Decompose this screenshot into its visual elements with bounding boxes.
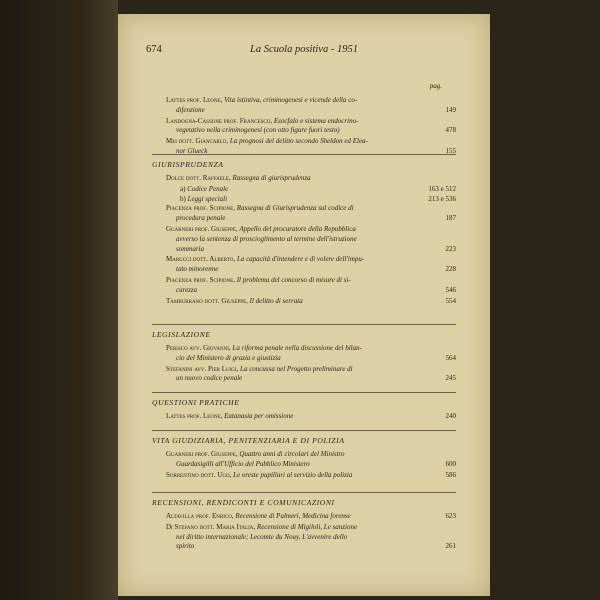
section-rule <box>152 430 456 431</box>
entry-author: Persico avv. Giovanni, <box>166 344 231 352</box>
entry-line <box>166 245 428 255</box>
entry-author: Guarneri prof. Giuseppe, <box>166 450 238 458</box>
subentry-label: a) <box>180 184 186 193</box>
book-spine-shadow <box>0 0 118 600</box>
entry-author: Piacenza prof. Scipione, <box>166 204 235 213</box>
entry-title: La prognosi del delitto secondo Sheldon ed Elea- <box>229 137 368 146</box>
page-number: 674 <box>146 44 162 55</box>
entry-author: Sorrentino dott. Ugo, <box>166 470 232 479</box>
index-entry <box>152 412 456 422</box>
index-section <box>152 324 456 385</box>
entry-title: nel diritto internazionale; Lecomte du Nouy, L'avvenire dello <box>176 532 348 541</box>
entry-title: Recensione di Palmeri, Medicina forense <box>235 512 351 520</box>
entry-line <box>166 450 428 460</box>
entry-line <box>166 533 428 543</box>
entry-line <box>166 512 428 522</box>
entry-author: Guarneri prof. Giuseppe, <box>166 224 238 233</box>
entry-title: nor Glueck <box>176 146 208 155</box>
entry-title: Le oreste pupillari al servizio della polizia <box>233 470 353 479</box>
section-heading: LEGISLAZIONE <box>152 330 211 339</box>
index-entry <box>152 450 456 470</box>
entry-author: Di Stefano dott. Maria Italia, <box>166 522 256 531</box>
entry-page-number: 600 <box>445 459 456 468</box>
entry-title: difenzione <box>176 105 205 114</box>
entry-title: Quattro anni di circolari del Ministro <box>239 450 345 458</box>
entry-line <box>166 255 428 265</box>
entry-title: Vita istintiva, criminogenesi e vicende della co- <box>224 96 358 104</box>
entry-title: cio del Ministero di grazia e giustizia <box>176 353 281 362</box>
subentry-page-number: 163 e 512 <box>428 184 456 193</box>
book-page <box>118 14 490 596</box>
entry-line <box>166 374 428 384</box>
index-entry <box>152 512 456 522</box>
entry-page-number: 554 <box>445 296 456 305</box>
index-entry <box>152 344 456 364</box>
entry-title: procedura penale <box>176 214 226 223</box>
section-rule <box>152 154 456 155</box>
section-heading: RECENSIONI, RENDICONTI E COMUNICAZIONI <box>152 498 335 507</box>
entry-line <box>166 354 428 364</box>
subentry-page-number: 213 e 536 <box>428 194 456 203</box>
index-section <box>152 154 456 307</box>
entry-line <box>166 126 428 136</box>
section-rule <box>152 324 456 325</box>
index-section <box>152 80 456 158</box>
index-entry <box>152 276 456 296</box>
entry-page-number: 228 <box>445 265 456 274</box>
index-entry <box>152 297 456 307</box>
entry-author: Altavilla prof. Enrico, <box>166 512 234 520</box>
section-rule <box>152 392 456 393</box>
entry-line <box>166 412 428 422</box>
entry-title: curezza <box>176 285 198 294</box>
entry-title: Il delitto di serrata <box>249 296 303 305</box>
entry-title: Appello del procuratore della Repubblica <box>239 224 356 233</box>
entry-page-number: 623 <box>445 512 456 520</box>
index-section <box>152 492 456 553</box>
entry-author: Stefanini avv. Pier Luigi, <box>166 364 239 373</box>
entry-page-number: 546 <box>445 285 456 294</box>
subentry-title: Codice Penale <box>187 184 229 193</box>
entry-line <box>166 225 428 235</box>
entry-author: Landogna-Cassone prof. Francesco, <box>166 116 273 125</box>
entry-author: Piacenza prof. Scipione, <box>166 275 235 284</box>
index-entry <box>152 365 456 385</box>
entry-author: Lattes prof. Leone, <box>166 412 223 420</box>
section-rule <box>152 492 456 493</box>
entry-page-number: 240 <box>445 412 456 420</box>
entry-line <box>166 106 428 116</box>
entry-title: spirito <box>176 542 195 551</box>
entry-title: Rassegna di giurisprudenza <box>232 174 311 182</box>
pag-column-label: pag. <box>429 82 442 90</box>
entry-author: Dolce dott. Raffaele, <box>166 174 231 182</box>
index-entry <box>152 204 456 224</box>
index-subentry <box>152 185 456 195</box>
entry-page-number: 564 <box>445 353 456 362</box>
index-entry <box>152 174 456 184</box>
index-entry <box>152 96 456 116</box>
entry-title: tato minorenne <box>176 265 219 274</box>
entry-page-number: 245 <box>445 374 456 383</box>
entry-title: sommaria <box>176 244 205 253</box>
entry-line <box>166 365 428 375</box>
entry-line <box>166 137 428 147</box>
section-heading: GIURISPRUDENZA <box>152 160 224 169</box>
entry-line <box>166 96 428 106</box>
entry-page-number: 261 <box>445 542 456 551</box>
entry-title: un nuovo codice penale <box>176 374 243 383</box>
index-subentry <box>152 195 456 205</box>
entry-title: avverso la sentenza di proscioglimento al termine dell'istruzione <box>176 234 357 243</box>
index-entry <box>152 225 456 254</box>
entry-author: Tamburrano dott. Giuseppe, <box>166 296 248 305</box>
entry-page-number: 155 <box>445 146 456 155</box>
entry-title: Il problema del concorso di misure di si- <box>236 275 351 284</box>
entry-line <box>166 204 428 214</box>
subentry-title: Leggi speciali <box>187 194 228 203</box>
entry-line <box>166 117 428 127</box>
entry-title: Guardasigilli all'Ufficio del Pubblico Ministero <box>176 459 310 468</box>
entry-line <box>166 297 428 307</box>
running-header <box>118 44 490 58</box>
entry-title: Esocfalo e sistema endocrino- <box>273 116 359 125</box>
entry-line <box>166 523 428 533</box>
entry-page-number: 187 <box>445 214 456 223</box>
entry-author: Mei dott. Giancarlo, <box>166 137 229 146</box>
index-entry <box>152 471 456 481</box>
entry-title: vegetativo nella criminogenesi (con otto figure fuori testo) <box>176 126 340 135</box>
entry-page-number: 149 <box>445 105 456 114</box>
subentry-label: b) <box>180 194 186 203</box>
running-title: La Scuola positiva - 1951 <box>250 44 358 55</box>
index-entry <box>152 523 456 552</box>
index-section <box>152 430 456 481</box>
entry-line <box>166 174 428 184</box>
entry-author: Marucci dott. Alberto, <box>166 255 236 264</box>
entry-page-number: 478 <box>445 126 456 135</box>
index-entry <box>152 117 456 137</box>
entry-title: Rassegna di Giurisprudenza sul codice di <box>236 204 354 213</box>
index-entry <box>152 255 456 275</box>
entry-title: Recensione di Migiloli, Le sanzione <box>256 522 358 531</box>
section-heading: VITA GIUDIZIARIA, PENITENZIARIA E DI POLIZIA <box>152 436 345 445</box>
entry-line <box>166 286 428 296</box>
entry-title: La riforma penale nella discussione del bilan- <box>232 344 362 352</box>
section-heading: QUESTIONI PRATICHE <box>152 398 240 407</box>
entry-line <box>166 214 428 224</box>
entry-title: La capacità d'intendere e di volere dell'impu- <box>236 255 365 264</box>
entry-line <box>166 276 428 286</box>
entry-line <box>166 460 428 470</box>
entry-line <box>166 235 428 245</box>
entry-title: La concussa nel Progetto preliminare di <box>240 364 353 373</box>
entry-title: Eutanasia per omissione <box>224 412 294 420</box>
entry-line <box>166 344 428 354</box>
index-section <box>152 392 456 423</box>
entry-author: Lattes prof. Leone, <box>166 96 223 104</box>
entry-page-number: 223 <box>445 244 456 253</box>
entry-line <box>166 265 428 275</box>
entry-line <box>166 542 428 552</box>
entry-page-number: 586 <box>445 470 456 479</box>
entry-line <box>166 471 428 481</box>
